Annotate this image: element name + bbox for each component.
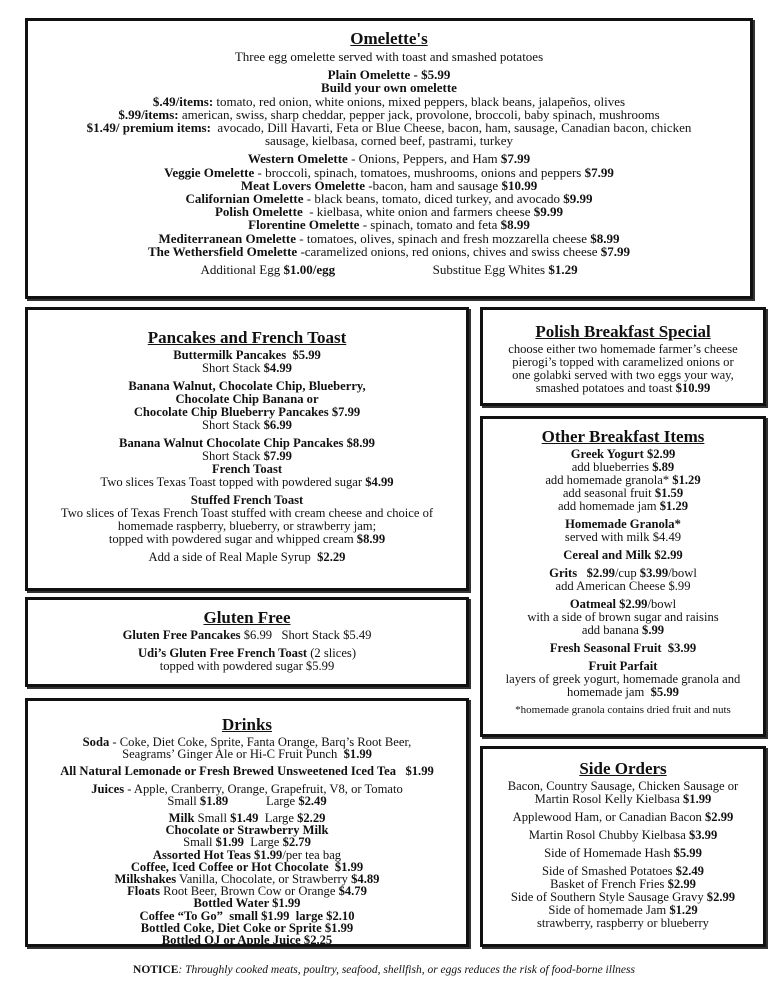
item-name: $1.59 bbox=[654, 486, 684, 500]
section-title: Drinks bbox=[221, 715, 273, 734]
item-name: $1.49 bbox=[230, 811, 259, 826]
section-title: Other Breakfast Items bbox=[541, 427, 705, 446]
menu-line bbox=[483, 811, 763, 824]
item-text: Martin Rosol Chubby Kielbasa bbox=[528, 828, 689, 842]
item-text: Side of Smashed Potatoes bbox=[542, 864, 676, 878]
item-name: Banana Walnut Chocolate Chip Pancakes $8.99 bbox=[119, 436, 375, 450]
item-text: /bowl bbox=[668, 566, 697, 580]
item-text: /per tea bag bbox=[282, 847, 342, 862]
item-name: $2.79 bbox=[282, 835, 311, 850]
menu-line bbox=[483, 917, 763, 930]
item-name: Mediterranean Omelette bbox=[158, 230, 297, 246]
item-text: homemade raspberry, blueberry, or strawberry jam; bbox=[117, 519, 377, 533]
item-text: topped with powdered sugar $5.99 bbox=[159, 659, 335, 673]
item-name: Fruit Parfait bbox=[588, 659, 658, 673]
item-text: - kielbasa, white onion and farmers cheese bbox=[302, 204, 534, 220]
notice-label: NOTICE bbox=[133, 964, 179, 976]
item-name: $1.99 bbox=[215, 835, 244, 850]
item-name: $1.29 bbox=[659, 499, 689, 513]
item-text: one golabki served with two eggs your way, bbox=[512, 368, 734, 382]
item-text: $6.99 Short Stack $5.49 bbox=[240, 628, 372, 642]
item-text: tomato, red onion, white onions, mixed peppers, black beans, jalapeños, olives bbox=[213, 93, 626, 109]
menu-line bbox=[28, 748, 466, 760]
item-text: Small bbox=[183, 835, 216, 850]
item-name: French Toast bbox=[211, 462, 283, 476]
item-name: $1.29 bbox=[672, 473, 701, 487]
item-name: Stuffed French Toast bbox=[190, 493, 304, 507]
menu-line bbox=[483, 531, 763, 544]
item-text: - spinach, tomato and feta bbox=[359, 217, 501, 233]
item-text: Side of homemade Jam bbox=[548, 903, 670, 917]
menu-line bbox=[483, 642, 763, 655]
menu-line bbox=[28, 362, 466, 375]
menu-line bbox=[483, 704, 763, 717]
item-text: topped with powdered sugar and whipped cream bbox=[108, 532, 357, 546]
item-name: Juices bbox=[91, 781, 125, 796]
menu-line bbox=[28, 934, 466, 946]
item-text: avocado, Dill Havarti, Feta or Blue Cheese, bacon, ham, sausage, Canadian bacon, chicken bbox=[210, 120, 692, 136]
section-title: Polish Breakfast Special bbox=[535, 322, 711, 341]
item-text: /bowl bbox=[647, 597, 677, 611]
item-name: $1.00/egg bbox=[283, 262, 336, 278]
item-name: $1.99 bbox=[682, 792, 712, 806]
item-text: add banana bbox=[581, 623, 643, 637]
item-name: Western Omelette bbox=[247, 151, 348, 167]
item-name: $7.99 bbox=[600, 243, 631, 259]
item-text: Small bbox=[194, 811, 231, 826]
item-name: Coffee “To Go” small $1.99 large $2.10 bbox=[139, 908, 355, 923]
item-text: - broccoli, spinach, tomatoes, mushrooms, onions and peppers bbox=[254, 164, 585, 180]
item-name: Chocolate or Strawberry Milk bbox=[165, 823, 329, 838]
item-text: - tomatoes, olives, spinach and fresh mozzarella cheese bbox=[296, 230, 591, 246]
item-text: Short Stack bbox=[202, 418, 264, 432]
item-text: Short Stack bbox=[202, 361, 264, 375]
item-name: $8.99 bbox=[500, 217, 530, 233]
item-name: Oatmeal $2.99 bbox=[569, 597, 648, 611]
item-name: $.99/items: bbox=[118, 106, 179, 122]
section-title: Gluten Free bbox=[203, 608, 291, 627]
menu-line bbox=[483, 580, 763, 593]
item-name: Build your own omelette bbox=[321, 80, 457, 96]
item-name: Milkshakes bbox=[114, 872, 177, 887]
item-text: (2 slices) bbox=[307, 646, 357, 660]
menu-line bbox=[28, 795, 466, 807]
item-name: $7.99 bbox=[263, 449, 292, 463]
menu-line bbox=[28, 263, 750, 276]
item-text: with a side of brown sugar and raisins bbox=[527, 610, 719, 624]
item-name: Chocolate Chip Blueberry Pancakes $7.99 bbox=[133, 405, 361, 419]
item-text: Bacon, Country Sausage, Chicken Sausage or bbox=[507, 779, 739, 793]
item-text: homemade jam bbox=[567, 685, 651, 699]
item-name: Plain Omelette - $5.99 bbox=[327, 67, 451, 83]
item-text: add American Cheese $.99 bbox=[555, 579, 691, 593]
section-title: Pancakes and French Toast bbox=[147, 328, 347, 347]
item-text: add blueberries bbox=[571, 460, 653, 474]
item-name: $2.29 bbox=[297, 811, 326, 826]
item-text: sausage, kielbasa, corned beef, pastrami, turkey bbox=[265, 133, 513, 149]
item-text: Side of Southern Style Sausage Gravy bbox=[510, 890, 707, 904]
item-text: Two slices of Texas French Toast stuffed with cream cheese and choice of bbox=[60, 506, 434, 520]
menu-line bbox=[28, 765, 466, 777]
menu-line bbox=[483, 382, 763, 395]
item-name: $1.49/ premium items: bbox=[86, 120, 211, 136]
item-name: $1.29 bbox=[669, 903, 698, 917]
item-text: Substitue Egg Whites bbox=[335, 262, 549, 278]
item-name: $4.99 bbox=[365, 475, 394, 489]
item-name: $.89 bbox=[652, 460, 675, 474]
item-name: $2.49 bbox=[298, 793, 327, 808]
item-name: Coffee, Iced Coffee or Hot Chocolate $1.99 bbox=[130, 859, 364, 874]
item-name: $1.89 bbox=[199, 793, 229, 808]
item-name: All Natural Lemonade or Fresh Brewed Unsweetened Iced Tea $1.99 bbox=[60, 764, 434, 779]
item-text: /cup bbox=[614, 566, 640, 580]
item-name: Cereal and Milk $2.99 bbox=[563, 548, 683, 562]
item-text: Side of Homemade Hash bbox=[544, 846, 674, 860]
menu-line bbox=[28, 134, 750, 147]
item-text: *homemade granola contains dried fruit and nuts bbox=[515, 704, 731, 716]
item-text: - Onions, Peppers, and Ham bbox=[347, 151, 501, 167]
item-text: Vanilla, Chocolate, or Strawberry bbox=[176, 872, 352, 887]
item-name: Meat Lovers Omelette bbox=[240, 177, 365, 193]
item-name: $8.99 bbox=[356, 532, 386, 546]
item-name: $2.99 bbox=[667, 877, 696, 891]
item-name: $1.29 bbox=[548, 262, 578, 278]
item-name: $6.99 bbox=[263, 418, 292, 432]
item-text: choose either two homemade farmer’s cheese bbox=[508, 342, 738, 356]
food-safety-notice bbox=[0, 964, 768, 976]
drinks-section bbox=[25, 698, 469, 947]
item-name: Bottled OJ or Apple Juice $2.25 bbox=[161, 933, 333, 948]
item-name: $4.79 bbox=[338, 884, 367, 899]
item-text: strawberry, raspberry or blueberry bbox=[537, 916, 709, 930]
item-text: add seasonal fruit bbox=[562, 486, 655, 500]
item-name: $2.99 bbox=[706, 890, 736, 904]
side-orders-section bbox=[480, 746, 766, 947]
notice-text: : Throughly cooked meats, poultry, seafood, shellfish, or eggs reduces the risk of food-borne illness bbox=[178, 964, 635, 976]
item-name: Greek Yogurt $2.99 bbox=[570, 447, 676, 461]
item-text: Three egg omelette served with toast and smashed potatoes bbox=[234, 49, 544, 64]
item-text: add homemade jam bbox=[557, 499, 660, 513]
item-name: The Wethersfield Omelette bbox=[147, 243, 298, 259]
item-name: $8.99 bbox=[590, 230, 620, 246]
other-breakfast-section bbox=[480, 416, 766, 737]
item-name: $9.99 bbox=[563, 191, 593, 207]
item-name: Fresh Seasonal Fruit $3.99 bbox=[549, 641, 697, 655]
menu-line bbox=[28, 660, 466, 673]
item-name: Assorted Hot Teas $1.99 bbox=[152, 847, 283, 862]
menu-line bbox=[28, 551, 466, 564]
item-text: Small bbox=[167, 793, 200, 808]
menu-line bbox=[28, 245, 750, 258]
item-name: Bottled Water $1.99 bbox=[193, 896, 301, 911]
item-text: Add a side of Real Maple Syrup bbox=[148, 550, 318, 564]
omelettes-section bbox=[25, 18, 753, 299]
item-name: $10.99 bbox=[675, 381, 711, 395]
item-name: Grits $2.99 bbox=[549, 566, 615, 580]
item-name: $7.99 bbox=[584, 164, 614, 180]
item-text: Martin Rosol Kelly Kielbasa bbox=[534, 792, 683, 806]
item-text: american, swiss, sharp cheddar, pepper jack, provolone, broccoli, baby spinach, mushrooms bbox=[178, 106, 660, 122]
section-title: Omelette's bbox=[350, 29, 428, 48]
pancakes-section bbox=[25, 307, 469, 591]
item-name: $3.99 bbox=[639, 566, 669, 580]
item-text: served with milk $4.49 bbox=[564, 530, 682, 544]
item-name: Veggie Omelette bbox=[164, 164, 255, 180]
menu-line bbox=[483, 686, 763, 699]
item-text: -bacon, ham and sausage bbox=[364, 177, 502, 193]
menu-line bbox=[483, 793, 763, 806]
item-text: Short Stack bbox=[202, 449, 264, 463]
menu-line bbox=[28, 50, 750, 63]
item-text: add homemade granola* bbox=[545, 473, 673, 487]
item-name: Udi’s Gluten Free French Toast bbox=[137, 646, 308, 660]
gluten-free-section bbox=[25, 597, 469, 687]
item-name: $4.99 bbox=[263, 361, 292, 375]
menu-line bbox=[483, 624, 763, 637]
item-name: $10.99 bbox=[501, 177, 538, 193]
menu-line bbox=[28, 476, 466, 489]
menu-line bbox=[483, 549, 763, 562]
item-name: $.49/items: bbox=[152, 93, 214, 109]
item-text: Large bbox=[228, 793, 299, 808]
item-name: $.99 bbox=[642, 623, 665, 637]
item-name: $1.99 bbox=[343, 747, 372, 762]
item-name: $4.89 bbox=[351, 872, 380, 887]
item-text: Seagrams’ Ginger Ale or Hi-C Fruit Punch bbox=[122, 747, 344, 762]
menu-line bbox=[28, 629, 466, 642]
item-text: - Apple, Cranberry, Orange, Grapefruit, V8, or Tomato bbox=[124, 781, 403, 796]
item-name: Gluten Free Pancakes bbox=[122, 628, 241, 642]
item-text: Two slices Texas Toast topped with powdered sugar bbox=[100, 475, 366, 489]
item-text: Root Beer, Brown Cow or Orange bbox=[159, 884, 339, 899]
menu-line bbox=[483, 500, 763, 513]
item-name: Buttermilk Pancakes $5.99 bbox=[173, 348, 321, 362]
item-name: Soda bbox=[82, 735, 110, 749]
item-name: Californian Omelette bbox=[185, 191, 304, 207]
item-text: Large bbox=[243, 835, 283, 850]
item-text: Additional Egg bbox=[200, 262, 284, 278]
item-name: $2.49 bbox=[675, 864, 704, 878]
menu-line bbox=[483, 847, 763, 860]
menu-line bbox=[483, 829, 763, 842]
item-name: $3.99 bbox=[688, 828, 718, 842]
item-name: Banana Walnut, Chocolate Chip, Blueberry, bbox=[128, 379, 366, 393]
item-text: smashed potatoes and toast bbox=[535, 381, 676, 395]
item-name: $7.99 bbox=[500, 151, 531, 167]
item-text: - black beans, tomato, diced turkey, and avocado bbox=[303, 191, 564, 207]
item-text: -caramelized onions, red onions, chives and swiss cheese bbox=[297, 243, 601, 259]
item-text: layers of greek yogurt, homemade granola and bbox=[505, 672, 741, 686]
item-name: $9.99 bbox=[533, 204, 563, 220]
polish-special-section bbox=[480, 307, 766, 406]
item-name: $5.99 bbox=[650, 685, 679, 699]
item-name: $5.99 bbox=[673, 846, 702, 860]
item-name: $2.29 bbox=[317, 550, 346, 564]
section-title: Side Orders bbox=[579, 759, 667, 778]
item-name: Florentine Omelette bbox=[248, 217, 360, 233]
item-name: Polish Omelette bbox=[214, 204, 303, 220]
item-text: Applewood Ham, or Canadian Bacon bbox=[512, 810, 705, 824]
item-text: Basket of French Fries bbox=[550, 877, 668, 891]
item-text: pierogi’s topped with caramelized onions or bbox=[512, 355, 734, 369]
menu-line bbox=[28, 419, 466, 432]
menu-line bbox=[28, 533, 466, 546]
item-name: $2.99 bbox=[705, 810, 734, 824]
item-text: - Coke, Diet Coke, Sprite, Fanta Orange, Barq’s Root Beer, bbox=[109, 735, 412, 749]
item-name: Milk bbox=[168, 811, 195, 826]
item-name: Floats bbox=[127, 884, 160, 899]
item-name: Homemade Granola* bbox=[565, 517, 681, 531]
item-text: Large bbox=[258, 811, 298, 826]
item-name: Chocolate Chip Banana or bbox=[175, 392, 319, 406]
item-name: Bottled Coke, Diet Coke or Sprite $1.99 bbox=[140, 920, 354, 935]
